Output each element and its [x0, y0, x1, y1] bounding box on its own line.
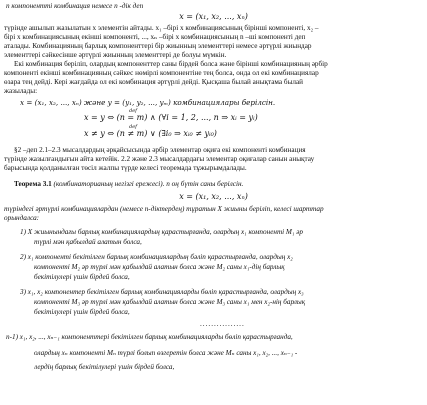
para1-line: элементтерi сәйкесiнше әртүрлi жиынның элементтерi де болуы мүмкiн. [4, 51, 227, 59]
equation-pair: x = (x₁, x₂, ..., xₙ) және y = (y₁, y₂, ..., yₘ) [20, 98, 171, 107]
condition-number: 2) [20, 253, 26, 261]
theorem-intro: (комбинаторианың негiзгi ережесi). n оң бүтiн саны берiлсiн. [53, 180, 244, 188]
condition-1-line: түрлi мән қабылдай алатын болса, [34, 238, 142, 246]
para1-line: бiрi x комбинациясының екiншi компонентi, ..., xₙ –бiрi x комбинациясының n –шi компонентi деп [4, 33, 306, 41]
para2-line: Екi комбинация берiлiп, олардың компоненттер саны бiрдей болса және бiрiншi комбинацияның әрбiр [14, 60, 328, 68]
equation-xn: x = (x₁, x₂, ..., xₙ) [179, 192, 248, 201]
para3-line: §2 –деп 2.1–2.3 мысалдардың әрқайсысында әрбiр элементар оқиға екi компонентi комбинация [14, 146, 306, 154]
equation-equal: x = y ⇔ (n = m) ∧ (∀i = 1, 2, ..., n ⇒ xᵢ = yᵢ) [84, 113, 258, 122]
equation-x: x = (x₁, x₂, ..., xₙ) [179, 12, 248, 21]
equation-pair-line [20, 98, 427, 107]
para2-line: өзара тең дейдi. Керi жағдайда ол екi комбинация әртүрлi дейдi. Қысқаша былай анықтама былай [4, 78, 304, 86]
condition-number: 3) [20, 288, 26, 296]
equation-notequal: x ≠ y ⇔ (n ≠ m) ∨ (∃i₀ ⇒ xᵢ₀ ≠ yᵢ₀) [84, 129, 217, 138]
para2-line: компонентi екiншi комбинацияның сәйкес нөмiрлi компонентiне тең болса, онда ол екi комбинациялар [4, 69, 319, 77]
theorem-text-line: орындалса: [4, 214, 40, 222]
def-mark: def [129, 124, 138, 130]
equation-pair-note: комбинациялары берiлсiн. [173, 98, 276, 107]
theorem-text-line: түрiндегi әртүрлi комбинациялардан (немесе n-дiктердең) тұратын X жиыны берiлiп, келесi шарттар [4, 205, 324, 213]
condition-text: x₁, x₂ компонентер бекiтiлген барлық комбинацияларды бөлiп қарастырғанда, олардың x₃ [27, 288, 304, 296]
header-line: n компоненттi комбинация немесе n -дiк деп [6, 2, 144, 10]
condition-2-line: компонентi M₂ әр түрлi мән қабылдай алатын болса және M₂ саны x₁-дiң барлық [34, 263, 285, 271]
para3-line: барысында қолданылған төсiл жалпы түрде келесi теоремада тұжырымдалады. [4, 164, 247, 172]
condition-text: x₁ компонентi бекiтiлген барлық комбинациялардың бәлiп қарастырғанда, олардың x₂ [27, 253, 293, 261]
condition-3-line: бекiтiлулерi үшiн бiрдей болса, [34, 308, 130, 316]
condition-3-line: компонентi M₃ әр түрлi мән қабылдай алатын болса және M₃ саны x₁ мен x₂-нiң барлық [34, 298, 306, 306]
condition-n-1-line: лердiң барлық бекiтiлулерi үшiн бiрдей болса, [34, 363, 175, 371]
para2-line: жазылады: [4, 87, 38, 95]
condition-2-line: бекiтiлулерi үшiн бiрдей болса, [34, 273, 130, 281]
para1-line: түрiнде ашылып жазылатын x элементiн айтады. x₁ –бiрi x комбинациясының бiрiншi компонентi, x₂ – [4, 24, 319, 32]
condition-2-line [20, 253, 427, 262]
condition-3-line [20, 288, 427, 297]
condition-number: n-1) [6, 333, 18, 341]
para3-line: түрiнде жазылғандығын айта кетейiк. 2.2 және 2.3 мысалдардағы элементар оқиғалар санын анықтау [4, 155, 315, 163]
theorem-label: Теорема 3.1 [14, 180, 52, 188]
condition-1-line [20, 228, 427, 237]
condition-text: X жиынындағы барлық комбинациялардың қарастырғанда, олардың x₁ компонентi M₁ әр [27, 228, 303, 236]
theorem-heading [14, 180, 427, 189]
condition-n-1-line [6, 333, 427, 342]
para1-line: аталады. Комбинацияның барлық компоненттерi бiр жиынның элементтерi немесе әртүрлi жиындар [4, 42, 312, 50]
condition-n-1-line: олардың xₙ компонентi Mₙ түрлi болып өзгеретiн болса және Mₙ саны x₁, x₂, ..., xₙ₋₁ - [34, 349, 298, 357]
condition-number: 1) [20, 228, 26, 236]
condition-text: x₁, x₂, ..., xₙ₋₁ компоненттерi бекiтiлген барлық комбинацияларды бөлiп қарастырғанда, [19, 333, 293, 341]
def-mark: def [129, 108, 138, 114]
ellipsis: ................ [200, 320, 245, 328]
